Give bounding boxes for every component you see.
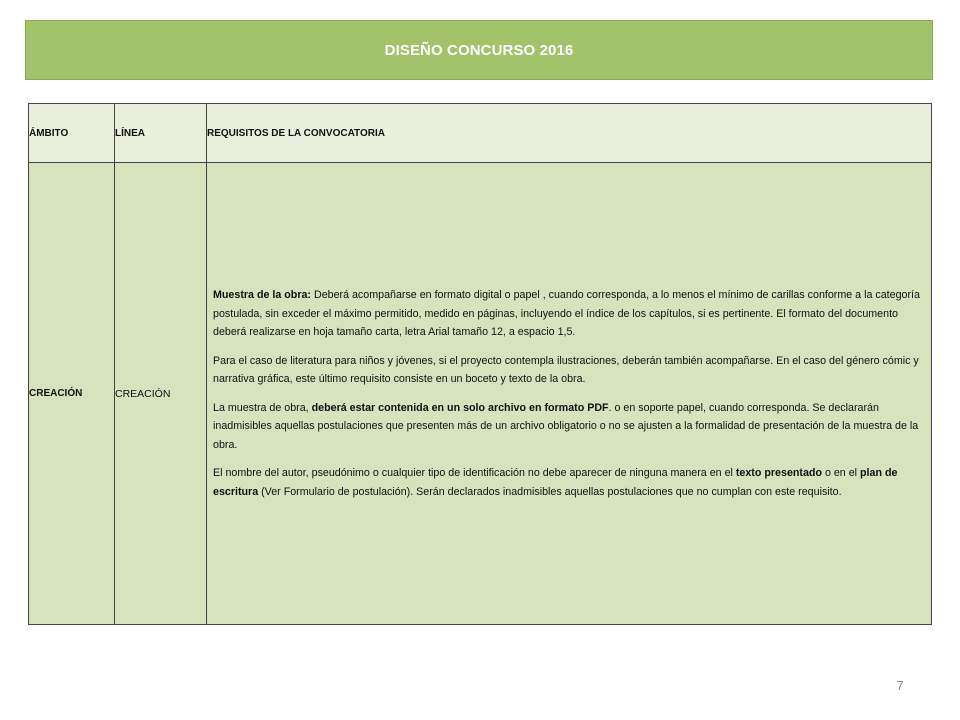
requirement-paragraph-1 [213,286,927,342]
header-linea: LÍNEA [115,104,207,163]
requirement-3-bold: deberá estar contenida en un solo archivo en formato PDF [311,401,609,414]
requirement-4-bold-1: texto presentado [735,467,822,479]
header-requisitos: REQUISITOS DE LA CONVOCATORIA [207,104,932,163]
cell-linea: CREACIÓN [115,163,207,625]
page-number: 7 [896,678,904,693]
title-banner [25,20,933,80]
requirement-3-text-b: . o en soporte papel, cuando corresponda. Se declararán inadmisibles aquellas postulaciones que presenten más de un archivo obligatorio o no se ajusten a la formalidad de presentación de la muestra de la obra. [213,401,919,451]
requirement-1-bold: Muestra de la obra: [213,289,311,301]
cell-requisitos [207,163,932,625]
requirements-table [28,103,932,625]
requirement-4-bold-2: plan de escritura [213,467,898,498]
requirement-paragraph-3 [213,399,927,455]
header-ambito: ÁMBITO [29,104,115,163]
requirement-1-text: Deberá acompañarse en formato digital o papel , cuando corresponda, a lo menos el mínimo de carillas conforme a la categoría postulada, sin exceder el máximo permitido, medido en páginas, incluyendo el índice de los capítulos, si es pertinente. El formato del documento deberá realizarse en hoja tamaño carta, letra Arial tamaño 12, a espacio 1,5. [213,289,920,338]
table-row [29,163,932,625]
table-header-row [29,104,932,163]
requirement-4-text-a: El nombre del autor, pseudónimo o cualquier tipo de identificación no debe aparecer de ninguna manera en el [213,467,736,479]
requirement-4-text-c: (Ver Formulario de postulación). Serán declarados inadmisibles aquellas postulaciones que no cumplan con este requisito. [258,485,842,498]
requirement-4-text-b: o en el [821,467,861,479]
requirement-paragraph-4 [213,464,927,501]
page-title: DISEÑO CONCURSO 2016 [384,41,574,59]
requirement-3-text-a: La muestra de obra, [213,401,312,414]
cell-ambito: CREACIÓN [29,163,115,625]
requirement-paragraph-2: Para el caso de literatura para niños y jóvenes, si el proyecto contempla ilustraciones, deberán también acompañarse. En el caso del género cómic y narrativa gráfica, este último requisito consiste en un boceto y texto de la obra. [213,354,919,385]
